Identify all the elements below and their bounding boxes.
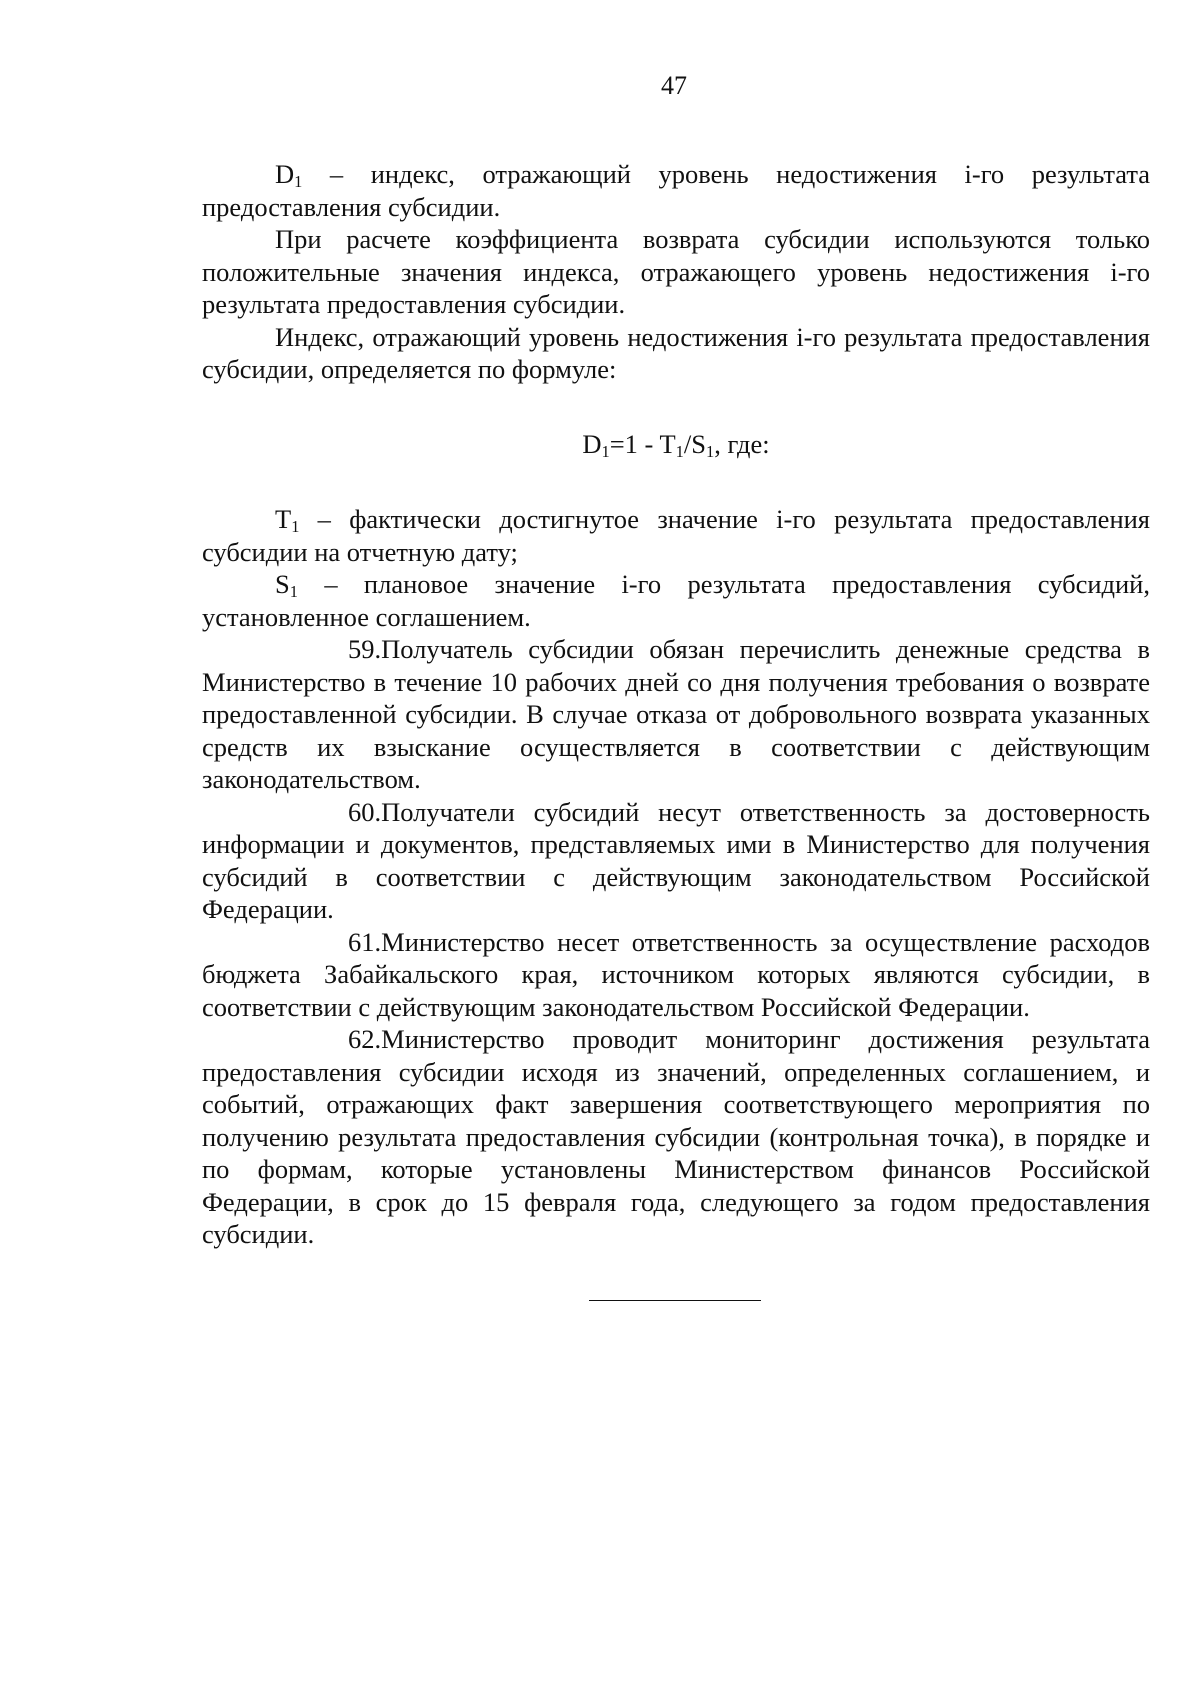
formula-slash: / — [683, 428, 692, 459]
subscript-1: 1 — [706, 441, 715, 461]
subscript-1: 1 — [675, 441, 684, 461]
symbol-d: D — [275, 159, 295, 189]
paragraph-text: – плановое значение i-го результата предоставления субсидий, установленное соглашением. — [202, 569, 1150, 632]
symbol-t: T — [275, 504, 292, 534]
clause-60 — [202, 796, 1150, 926]
symbol-s: S — [691, 428, 707, 459]
clause-text: Получатели субсидий несут ответственность за достоверность информации и документов, представляемых ими в Министерство для получения субсидий в соответствии с действующим законодательством Российской Федерации. — [202, 796, 1150, 924]
clause-61 — [202, 926, 1150, 1024]
subscript-1: 1 — [294, 172, 303, 192]
paragraph-positive-values: При расчете коэффициента возврата субсидии используются только положительные значения индекса, отражающего уровень недостижения i-го результата предоставления субсидии. — [202, 224, 1150, 319]
formula-equals: =1 - — [609, 428, 660, 459]
page-number: 47 — [661, 71, 687, 100]
subscript-1: 1 — [289, 582, 298, 602]
clause-59 — [202, 633, 1150, 796]
paragraph-t1-definition — [202, 503, 1150, 568]
symbol-d: D — [582, 428, 602, 459]
clause-number: 61. — [348, 926, 382, 957]
clause-text: Министерство проводит мониторинг достижения результата предоставления субсидии исходя из значений, определенных соглашением, и событий, отражающих факт завершения соответствующего мероприятия по получению результата предоставления субсидии (контрольная точка), в порядке и по формам, которые установлены Министерством финансов Российской Федерации, в срок до 15 февраля года, следующего за годом предоставления субсидии. — [202, 1024, 1150, 1249]
paragraph-text: – фактически достигнутое значение i-го результата предоставления субсидии на отчетную дату; — [202, 504, 1150, 567]
paragraph-text: – индекс, отражающий уровень недостижения i-го результата предоставления субсидии. — [202, 159, 1150, 222]
clause-text: Получатель субсидии обязан перечислить денежные средства в Министерство в течение 10 рабочих дней со дня получения требования о возврате предоставленной субсидии. В случае отказа от добровольного возврата указанных средств их взыскание осуществляется в соответствии с действующим законодательством. — [202, 634, 1150, 794]
clause-text: Министерство несет ответственность за осуществление расходов бюджета Забайкальского края, источником которых являются субсидии, в соответствии с действующим законодательством Российской Федерации. — [202, 926, 1150, 1022]
formula — [202, 428, 1150, 461]
symbol-s: S — [275, 569, 290, 599]
paragraph-index-formula-intro: Индекс, отражающий уровень недостижения i-го результата предоставления субсидии, определяется по формуле: — [202, 321, 1150, 384]
clause-number: 59. — [348, 634, 382, 664]
closing-line — [589, 1300, 761, 1301]
subscript-1: 1 — [601, 441, 610, 461]
clause-number: 62. — [348, 1024, 382, 1054]
paragraph-d1-definition — [202, 158, 1150, 223]
paragraph-s1-definition — [202, 568, 1150, 633]
formula-tail: , где: — [714, 428, 770, 459]
symbol-t: T — [659, 428, 676, 459]
clause-62 — [202, 1023, 1150, 1251]
clause-number: 60. — [348, 796, 382, 827]
subscript-1: 1 — [291, 517, 300, 537]
document-body — [202, 158, 1150, 1251]
